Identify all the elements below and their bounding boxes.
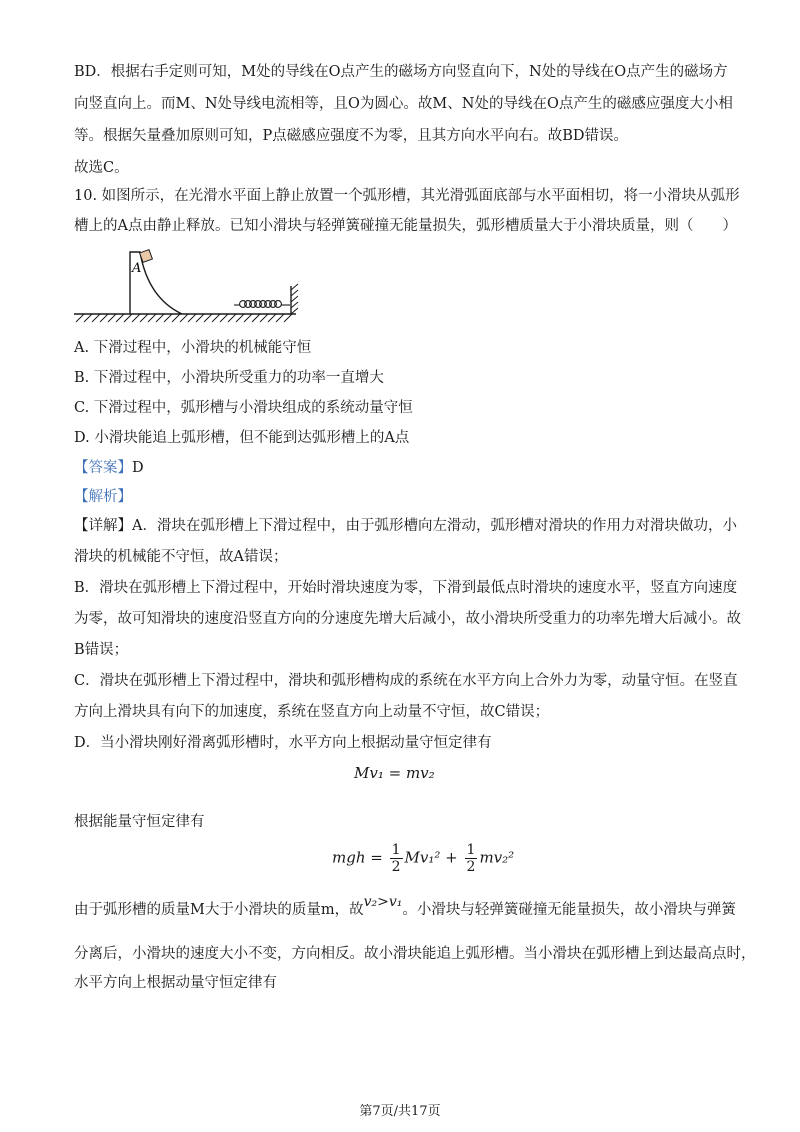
option-d: D. 小滑块能追上弧形槽，但不能到达弧形槽上的A点 [74, 430, 410, 446]
text-line: C．滑块在弧形槽上下滑过程中，滑块和弧形槽构成的系统在水平方向上合外力为零，动量守恒。在竖直 [74, 673, 738, 689]
question-stem: 10. 如图所示，在光滑水平面上静止放置一个弧形槽，其光滑弧面底部与水平面相切，将一小滑块从弧形 [74, 188, 740, 204]
text-line: D．当小滑块刚好滑离弧形槽时，水平方向上根据动量守恒定律有 [74, 735, 492, 751]
text-line: 根据能量守恒定律有 [74, 814, 205, 830]
answer-value: D [132, 460, 144, 476]
text-line: B错误； [74, 642, 129, 658]
text-line: 由于弧形槽的质量M大于小滑块的质量m，故v₂>v₁。小滑块与轻弹簧碰撞无能量损失，故小滑块与弹簧 [74, 894, 736, 918]
text-line: 水平方向上根据动量守恒定律有 [74, 975, 277, 991]
option-c: C. 下滑过程中，弧形槽与小滑块组成的系统动量守恒 [74, 400, 413, 416]
text-line: BD．根据右手定则可知，M处的导线在O点产生的磁场方向竖直向下，N处的导线在O点产生的磁场方 [74, 64, 728, 80]
text-line: B．滑块在弧形槽上下滑过程中，开始时滑块速度为零，下滑到最低点时滑块的速度水平，竖直方向速度 [74, 580, 738, 596]
text-line: 为零，故可知滑块的速度沿竖直方向的分速度先增大后减小，故小滑块所受重力的功率先增大后减小。故 [74, 611, 741, 627]
text-line: 向竖直向上。而M、N处导线电流相等，且O为圆心。故M、N处的导线在O点产生的磁感应强度大小相 [74, 96, 733, 112]
text-line: 滑块的机械能不守恒，故A错误； [74, 549, 288, 565]
option-b: B. 下滑过程中，小滑块所受重力的功率一直增大 [74, 370, 384, 386]
option-a: A. 下滑过程中，小滑块的机械能守恒 [74, 340, 312, 356]
detail-tag: 【详解】 [74, 518, 132, 534]
detail-text: A．滑块在弧形槽上下滑过程中，由于弧形槽向左滑动，弧形槽对滑块的作用力对滑块做功，小 [132, 518, 737, 534]
analysis-tag: 【解析】 [74, 489, 132, 505]
answer-line [74, 458, 144, 478]
physics-figure [74, 248, 314, 326]
answer-tag: 【答案】 [74, 460, 132, 476]
page-footer: 第7页/共17页 [359, 1104, 441, 1119]
detail-line [74, 516, 737, 536]
ground-hatch [76, 314, 292, 322]
text-line: 故选C。 [74, 160, 129, 176]
point-a-label: A [132, 261, 142, 276]
text-line: 方向上滑块具有向下的加速度，系统在竖直方向上动量不守恒，故C错误； [74, 704, 550, 720]
question-stem: 槽上的A点由静止释放。已知小滑块与轻弹簧碰撞无能量损失，弧形槽质量大于小滑块质量，则（ ） [74, 218, 737, 234]
inequality-formula: v₂>v₁ [363, 894, 403, 910]
text-line: 分离后，小滑块的速度大小不变，方向相反。故小滑块能追上弧形槽。当小滑块在弧形槽上到达最高点时， [74, 946, 756, 962]
spring-icon [234, 301, 290, 308]
momentum-formula: Mv₁ = mv₂ [354, 764, 435, 782]
energy-formula: mgh = $\frac{1}{2}$ Mv₁² + $\frac{1}{2}$ mv₂² [332, 842, 515, 875]
wall-hatch [291, 284, 298, 314]
text-line: 等。根据矢量叠加原则可知，P点磁感应强度不为零，且其方向水平向右。故BD错误。 [74, 128, 629, 144]
